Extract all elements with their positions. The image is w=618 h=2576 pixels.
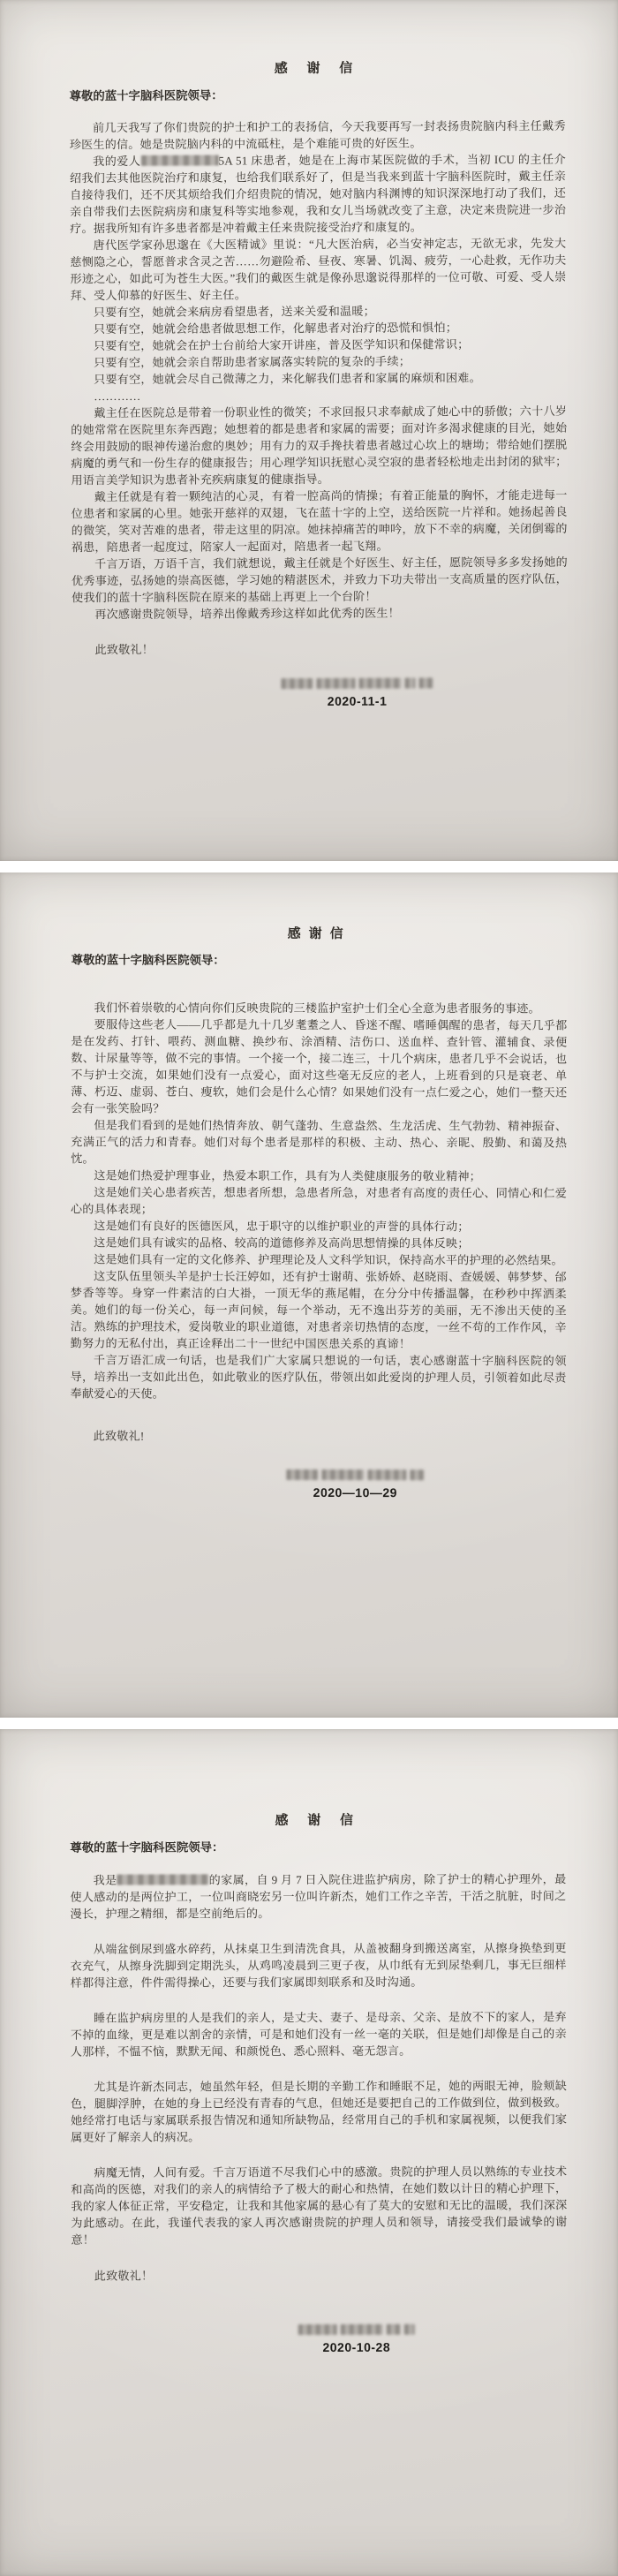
redacted-signature [237, 676, 476, 690]
salutation: 尊敬的蓝十字脑科医院领导： [71, 953, 225, 967]
paragraph: 这是她们有良好的医德医风，忠于职守的以维护职业的声誉的具体行动； [94, 1219, 470, 1234]
redacted-patient-name [140, 155, 218, 165]
list-line: 只要有空，她就会在护士台前给大家开讲座，普及医学知识和保健常识； [93, 337, 470, 353]
redacted-block [418, 677, 433, 688]
list-line: 只要有空，她就会亲自帮助患者家属落实转院的复杂的手续； [94, 354, 411, 370]
letter-title: 感谢信 [287, 926, 351, 942]
letter-page-2 [0, 873, 618, 1718]
paragraph: 再次感谢贵院领导，培养出像戴秀珍这样如此优秀的医生！ [94, 606, 400, 622]
paragraph-text: 我的爱人 [93, 154, 141, 169]
redacted-block [286, 1469, 318, 1479]
closing-salute: 此致敬礼! [93, 1429, 145, 1443]
paragraph: 睡在监护病房里的人是我们的亲人，是丈夫、妻子、是母亲、父亲、是放不下的家人，是弃不掉的血缘，更是难以割舍的亲情，可是和她们没有一丝一毫的关联，但是她们却像是自己的亲人那样，不愠不恼，默默无闻、和颜悦色、悉心照料、毫无怨言。 [70, 2010, 567, 2059]
signature-area [236, 1468, 474, 1500]
paragraph: 千言万语汇成一句话，也是我们广大家属只想说的一句话，衷心感谢蓝十字脑科医院的领导，培养出一支如此出色，如此敬业的医疗队伍，带领出如此爱岗的护理人员，引领着如此尽责奉献爱心的天使。 [70, 1353, 567, 1401]
paragraph: 千言万语，万语千言，我们就想说，戴主任就是个好医生、好主任，愿院领导多多发扬她的优秀事迹，弘扬她的崇高医德，学习她的精湛医术，并致力下功夫带出一支高质量的医疗队伍，使我们的蓝十字脑科医院在原来的基础上再更上一个台阶！ [71, 555, 569, 605]
salutation: 尊敬的蓝十字脑科医院领导： [69, 88, 223, 103]
paragraph: 唐代医学家孙思邈在《大医精诚》里说：“凡大医治病，必当安神定志，无欲无求，先发大慈恻隐之心，誓愿普求含灵之苦……勿避险希、昼夜、寒暑、饥渴、疲劳，一心赴救，无作功夫形迹之心，如此可为苍生大医。”我们的戴医生就是像孙思邈说得那样的一位可敬、可爱、受人崇拜、受人仰慕的好医生、好主任。 [70, 236, 567, 303]
paragraph: 这支队伍里领头羊是护士长汪婷如，还有护士谢萌、张娇娇、赵晓雨、查媛媛、韩梦梦、邰梦香等等。身穿一件素洁的白大褂，一顶无华的燕尾帽，在分分中传播温馨，在秒秒中挥洒柔美。她们的每一份关心，每一声问候，每一个举动，无不逸出芬芳的美丽，无不渗出天使的圣洁。熟练的护理技术，爱岗敬业的职业道德，对患者亲切热情的态度，一丝不苟的工作作风，辛勤努力的无私付出，真正诠释出二十一世纪中国医患关系的真谛！ [70, 1269, 567, 1351]
letter-3-content [70, 1809, 568, 2354]
closing-salute: 此致敬礼！ [94, 2269, 154, 2283]
closing-salute: 此致敬礼！ [94, 642, 154, 657]
letter-page-1 [0, 0, 618, 861]
paragraph: 病魔无情，人间有爱。千言万语道不尽我们心中的感激。贵院的护理人员以熟练的专业技术和高尚的医德，对我们的亲人的病情给予了极大的耐心和热情，在她们数以计日的精心护理下，我的家人体征正常，平安稳定，让我和其他家属的悬心有了莫大的安慰和无比的温暖，我们深深为此感动。在此，我谨代表我的家人再次感谢贵院的护理人员和领导，请接受我们最诚挚的谢意！ [71, 2164, 568, 2247]
redacted-block [404, 2323, 415, 2334]
letter-date: 2020—10—29 [313, 1484, 397, 1500]
list-line: 只要有空，她就会给患者做思想工作，化解患者对治疗的恐慌和惧怕； [93, 321, 458, 336]
paragraph: 这是她们关心患者疾苦，想患者所想，急患者所急，对患者有高度的责任心、同情心和仁爱心的具体表现； [70, 1185, 568, 1216]
paragraph: 从端盆倒尿到盛水碎药，从抹桌卫生到清洗食具，从盖被翻身到搬送离室，从擦身换垫到更衣充气，从擦身洗脚到定期洗头，从鸡鸣凌晨到三更子夜，从巾纸有无到尿垫剩几，事无巨细样样都得注意，件件需得操心，还要与我们家属即刻联系和及时沟通。 [70, 1941, 567, 1990]
paragraph: 要服侍这些老人——几乎都是九十几岁耄耋之人、昏迷不醒、嗜睡偶醒的患者，每天几乎都是在发药、打针、喂药、测血糖、换纱布、涂酒精、洁伤口、送血样、查针管、灌辅食、录便数、计尿量等等，做不完的事情。一个接一个，接二连三，十几个病床，患者几乎不会说话，也不与护士交流，如果她们没有一点爱心，面对这些毫无反应的老人，上班看到的只是衰老、单薄、朽迈、虚弱、苍白、瘦软，她们会是什么心情？如果她们没有一点仁爱之心，她们一整天还会有一张笑脸吗？ [71, 1017, 568, 1115]
redacted-block [410, 1469, 424, 1480]
paragraph: 这是她们热爱护理事业，热爱本职工作，具有为人类健康服务的敬业精神； [94, 1168, 481, 1183]
paragraph: 戴主任就是有着一颗纯洁的心灵，有着一腔高尚的情操；有着正能量的胸怀，才能走进每一位患者和家属的心里。她张开慈祥的双翅，飞在蓝十字的上空，送给医院一片祥和。她扬起善良的微笑，笑对苦难的患者，带走这里的阴凉。她抹掉痛苦的呻吟，放下不幸的病魔，关闭倒霉的祸患，陪患者一起度过，陪家人一起面对，陪患者一起飞翔。 [71, 487, 568, 555]
redacted-signature [236, 1468, 474, 1482]
redacted-signature [237, 2323, 476, 2337]
redacted-block [358, 677, 401, 688]
redacted-block [367, 1469, 406, 1480]
list-line: 只要有空，她就会尽自己微薄之力，来化解我们患者和家属的麻烦和困难。 [94, 371, 481, 387]
signature-area [237, 2323, 476, 2355]
paragraph: 我们怀着崇敬的心情向你们反映贵院的三楼监护室护士们全心全意为患者服务的事迹。 [94, 1001, 540, 1016]
paragraph: 尤其是许新杰同志，她虽然年轻，但是长期的辛勤工作和睡眠不足，她的两眼无神，脸颊缺色，腿脚浮肿，在她的身上已经没有青春的气息，但她还是要把自己的工作做到位，做到极致。她经常打电话与家属联系报告情况和通知所缺物品，经常用自己的手机和家属视频，以便我们家属更好了解亲人的病况。 [71, 2079, 568, 2144]
paragraph-with-redaction [70, 151, 566, 237]
redacted-block [316, 677, 355, 688]
paragraph: 这是她们具有一定的文化修养、护理理论及人文科学知识，保持高水平的护理的必然结果。 [94, 1252, 563, 1267]
paragraph-text: 我是 [93, 1873, 117, 1887]
letter-2-content [70, 923, 567, 1500]
paragraph-with-redaction [70, 1870, 566, 1922]
paragraph: 前几天我写了你们贵院的护士和护工的表扬信，今天我要再写一封表扬贵院脑内科主任戴秀珍医生的信。她是贵院脑内科的中流砥柱，是个难能可贵的好医生。 [69, 118, 566, 152]
signature-area [237, 676, 476, 708]
letter-date: 2020-11-1 [327, 693, 388, 708]
letter-date: 2020-10-28 [322, 2339, 391, 2354]
paragraph-text: 5A 51 床患者，她是在上海市某医院做的手术，当初 ICU 的主任介绍我们去其他医院治疗和康复，也给我们联系好了，但是当我来到蓝十字脑科医院时，戴主任亲自接待我们，还不厌其烦给我们介绍贵院的情况，她对脑内科渊博的知识深深地打动了我们，还亲自带我们去医院病房和康复科等实地参观，我和女儿当场就改变了主意，决定来贵院进一步治疗。据我所知有许多患者都是冲着戴主任来贵院接受治疗和康复的。 [69, 152, 567, 236]
salutation: 尊敬的蓝十字脑科医院领导： [70, 1840, 224, 1855]
redacted-patient-name [117, 1874, 208, 1885]
letter-title: 感 谢 信 [275, 1813, 361, 1829]
paragraph: 但是我们看到的是她们热情奔放、朝气蓬勃、生意盎然、生龙活虎、生气勃勃、精神振奋、充满正气的活力和青春。她们对每个患者是那样的积极、主动、热心、亲昵、殷勤、和蔼及热忱。 [71, 1118, 568, 1166]
list-line: 只要有空，她就会来病房看望患者，送来关爱和温暖； [93, 304, 375, 320]
paragraph: 戴主任在医院总是带着一份职业性的微笑；不求回报只求奉献成了她心中的骄傲；六十八岁的她常常在医院里东奔西跑；她想着的都是患者和家属的需要；面对许多渴求健康的目光，她始终会用鼓励的眼神传递治愈的奥妙；用有力的双手搀扶着患者越过心坎上的塘坳；带给她们摆脱病魔的勇气和一份生存的健康报告；用心理学知识抚慰心灵空寂的患者轻松地走出封闭的狱牢；用语言美学知识为患者补充疾病康复的健康指导。 [71, 404, 568, 487]
paragraph-text: 的家属，自 9 月 7 日入院住进监护病房，除了护士的精心护理外，最使人感动的是两位护工，一位叫商晓宏另一位叫许新杰，她们工作之辛苦，干活之肮脏，时间之漫长，护理之精细，都是空前绝后的。 [70, 1872, 567, 1921]
redacted-block [341, 2323, 383, 2334]
letter-title: 感 谢 信 [274, 61, 361, 77]
ellipsis-line: ………… [94, 389, 141, 404]
letter-1-content [69, 57, 568, 709]
redacted-block [281, 678, 313, 689]
redacted-block [298, 2323, 337, 2334]
letter-page-3 [0, 1729, 618, 2576]
paragraph: 这是她们具有诚实的品格、较高的道德修养及高尚思想情操的具体反映； [94, 1235, 470, 1250]
redacted-block [404, 677, 415, 688]
redacted-block [387, 2323, 401, 2334]
redacted-block [321, 1469, 364, 1480]
